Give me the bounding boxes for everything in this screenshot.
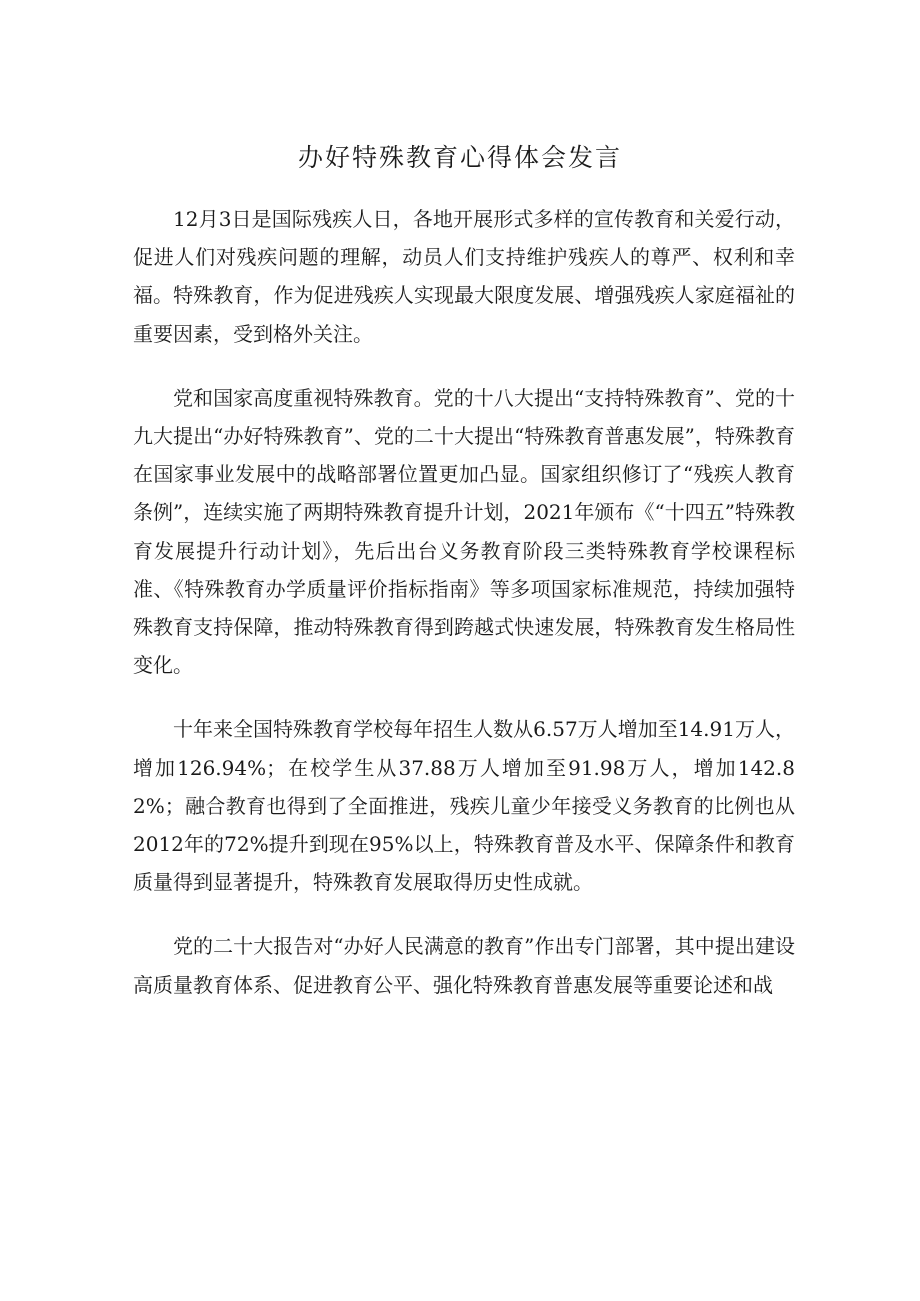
document-body	[133, 200, 795, 1030]
paragraph-3: 十年来全国特殊教育学校每年招生人数从6.57万人增加至14.91万人，增加126.94%；在校学生从37.88万人增加至91.98万人，增加142.82%；融合教育也得到了全面推进，残疾儿童少年接受义务教育的比例也从2012年的72%提升到现在95%以上，特殊教育普及水平、保障条件和教育质量得到显著提升，特殊教育发展取得历史性成就。	[133, 717, 795, 895]
paragraph-1: 12月3日是国际残疾人日，各地开展形式多样的宣传教育和关爱行动，促进人们对残疾问题的理解，动员人们支持维护残疾人的尊严、权利和幸福。特殊教育，作为促进残疾人实现最大限度发展、增强残疾人家庭福祉的重要因素，受到格外关注。	[133, 207, 795, 346]
paragraph-4: 党的二十大报告对“办好人民满意的教育”作出专门部署，其中提出建设高质量教育体系、促进教育公平、强化特殊教育普惠发展等重要论述和战	[133, 934, 795, 997]
document-title: 办好特殊教育心得体会发言	[297, 143, 622, 172]
paragraph-2: 党和国家高度重视特殊教育。党的十八大提出“支持特殊教育”、党的十九大提出“办好特殊教育”、党的二十大提出“特殊教育普惠发展”，特殊教育在国家事业发展中的战略部署位置更加凸显。国家组织修订了“残疾人教育条例”，连续实施了两期特殊教育提升计划，2021年颁布《“十四五”特殊教育发展提升行动计划》，先后出台义务教育阶段三类特殊教育学校课程标准、《特殊教育办学质量评价指标指南》等多项国家标准规范，持续加强特殊教育支持保障，推动特殊教育得到跨越式快速发展，特殊教育发生格局性变化。	[133, 385, 795, 678]
